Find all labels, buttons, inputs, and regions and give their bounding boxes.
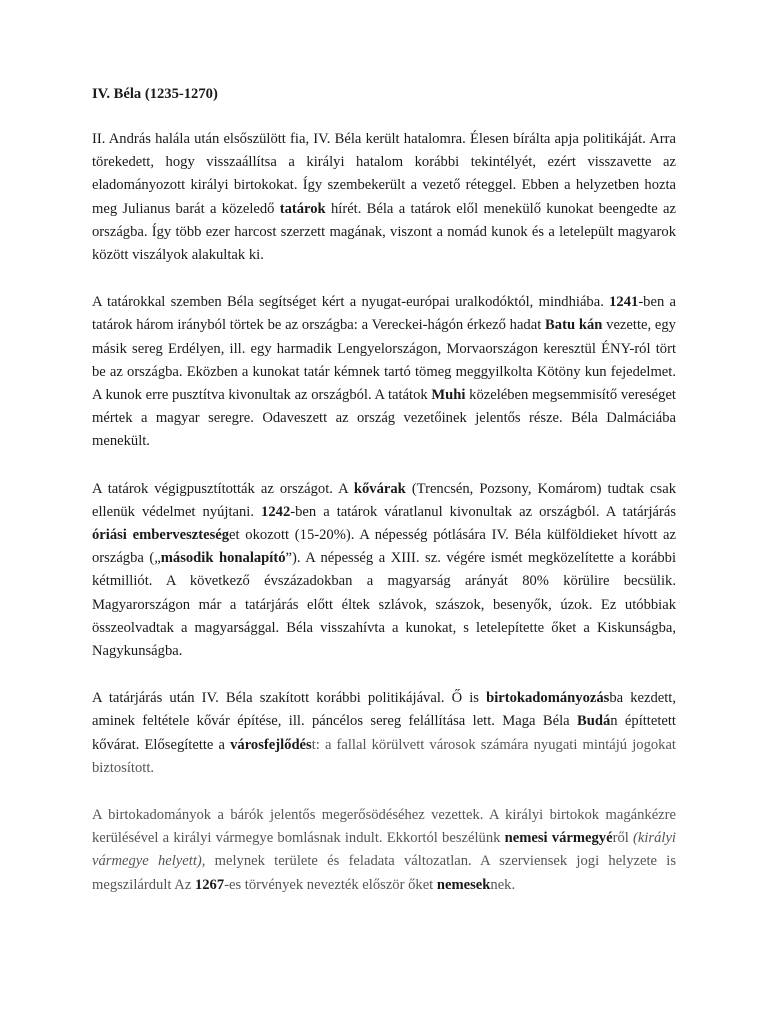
bold-term: nemesi vármegyé [504, 830, 613, 847]
bold-term: városfejlődés [230, 736, 312, 753]
text-run: et okozott (15-20%). A népesség pótlására IV. Béla külföldieket hívott az országba („ [92, 527, 676, 567]
text-run: -ben a tatárok váratlanul kivonultak az országból. A tatárjárás [290, 503, 676, 520]
paragraph [92, 478, 676, 664]
bold-term: kővárak [353, 480, 406, 497]
bold-term: 1242 [261, 503, 291, 520]
bold-term: Muhi [431, 387, 466, 404]
bold-term: birtokadományozás [486, 690, 610, 707]
text-run: -ben a tatárok három irányból törtek be az országba: a Vereckei-hágón érkező hadat [92, 294, 676, 334]
text-run: II. András halála után elsőszülött fia, IV. Béla került hatalomra. Élesen bírálta apja politikáját. Arra törekedett, hogy visszaállítsa a királyi hatalom korábbi tekintélyét, ezért visszavette az eladományozott királyi birtokokat. Így szembekerült a vezető réteggel. Ebben a helyzetben hozta meg Julianus barát a közeledő [92, 131, 676, 217]
text-run: ba kezdett, aminek feltétele kővár építése, ill. páncélos sereg felállítása lett. Maga Béla [92, 690, 676, 730]
paragraph [92, 128, 676, 267]
text-run: A tatárokkal szemben Béla segítséget kért a nyugat-európai uralkodóktól, mindhiába. [92, 294, 610, 311]
bold-term: 1241 [609, 294, 639, 311]
bold-term: 1267 [194, 876, 225, 893]
text-run: közelében megsemmisítő vereséget mértek a magyar seregre. Odaveszett az ország vezetőinek jelentős része. Béla Dalmáciába menekült. [92, 387, 676, 450]
paragraph [92, 291, 676, 453]
bold-term: tatárok [279, 200, 326, 217]
text-run: A tatárok végigpusztították az országot. A [92, 480, 354, 497]
text-run: vezette, egy másik sereg Erdélyen, ill. egy harmadik Lengyelországon, Morvaországon keresztül ÉNY-ról tört be az országba. Eközben a kunokat tatár kémnek tartó tömeg meggyilkolta Kötöny kun fejedelmet. A kunok erre pusztítva kivonultak az országból. A tatátok [92, 317, 676, 404]
bold-term: óriási emberveszteség [92, 527, 230, 544]
bold-term: nemesek [436, 876, 491, 893]
text-run: ”). A népesség a XIII. sz. végére ismét megközelítette a korábbi kétmilliót. A következő évszázadokban a magyarság arányát 80% körülire becsülik. Magyarországon már a tatárjárás előtt éltek szlávok, szászok, besenyők, úzok. Ez utóbbiak összeolvadtak a magyarsággal. Béla visszahívta a kunokat, s letelepítette őket a Kiskunságba, Nagykunságba. [92, 550, 677, 660]
text-run: : a fallal körülvett városok számára nyugati mintájú jogokat biztosított. [92, 736, 676, 776]
text-run: A tatárjárás után IV. Béla szakított korábbi politikájával. Ő is [92, 690, 487, 707]
text-run: -es törvények nevezték először őket [224, 876, 437, 893]
text-run: t [311, 736, 316, 753]
text-run: n építtetett kővárat. Elősegítette a [92, 713, 676, 753]
page-title: IV. Béla (1235-1270) [92, 86, 218, 102]
document-body [92, 128, 676, 921]
bold-term: második honalapító [160, 550, 286, 567]
bold-term: Batu kán [545, 317, 603, 334]
paragraph [92, 804, 676, 897]
text-run: A birtokadományok a bárók jelentős megerősödéséhez vezettek. A királyi birtokok magánkézre kerülésével a királyi vármegye bomlásnak indult. Ekkortól beszélünk [92, 807, 676, 847]
text-run: (Trencsén, Pozsony, Komárom) tudtak csak ellenük védelmet nyújtani. [92, 480, 676, 520]
text-run: melynek területe és feladata változatlan. A szerviensek jogi helyzete is megszilárdult Az [92, 853, 676, 893]
text-run: ről [612, 830, 634, 847]
bold-term: Budá [577, 713, 611, 730]
text-run: hírét. Béla a tatárok elől menekülő kunokat beengedte az országba. Így több ezer harcost szerzett magának, viszont a nomád kunok és a letelepült magyarok között viszályok alakultak ki. [92, 200, 676, 264]
paragraph [92, 687, 676, 780]
text-run: nek. [490, 876, 516, 893]
italic-text: (királyi vármegye helyett), [92, 830, 676, 870]
